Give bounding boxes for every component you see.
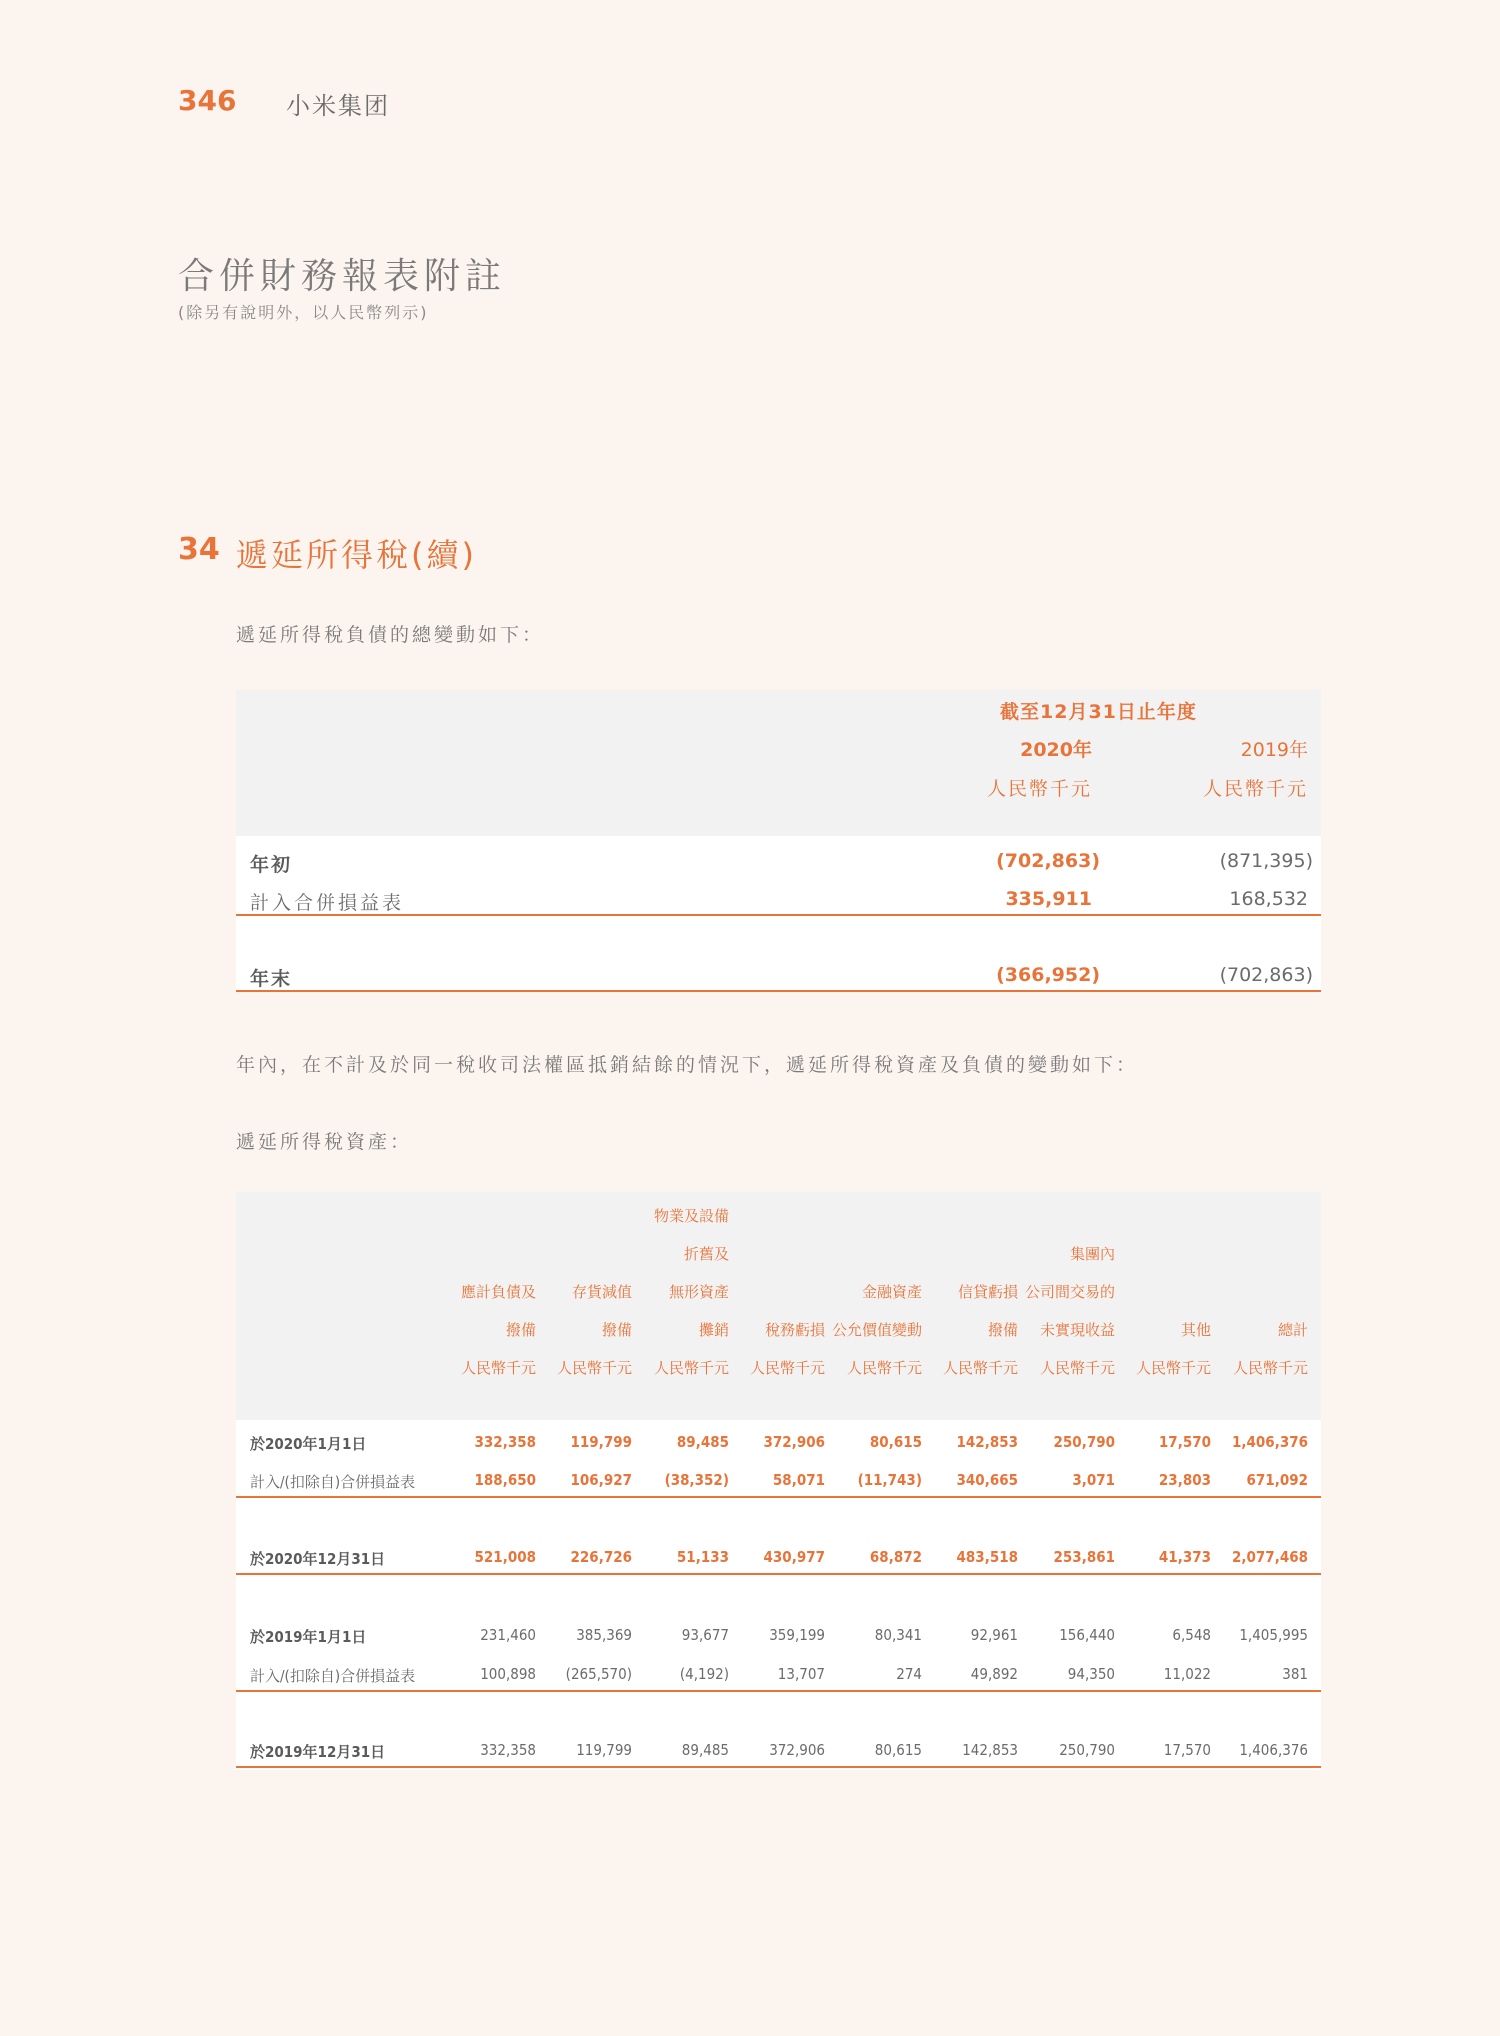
table2-cell: 332,358 xyxy=(474,1433,536,1451)
table2-cell: 119,799 xyxy=(570,1433,632,1451)
table2-cell: 119,799 xyxy=(576,1741,632,1759)
table2-cell: 13,707 xyxy=(777,1665,825,1683)
table2-subtotal-rule xyxy=(236,1690,1321,1692)
intro-paragraph-assets: 遞延所得稅資產： xyxy=(236,1131,413,1153)
table1-cell-2020: (366,952) xyxy=(996,964,1100,986)
table2-row-label: 於2020年12月31日 xyxy=(250,1550,386,1568)
table2-cell: 23,803 xyxy=(1158,1471,1211,1489)
table2-col-header: 信貸虧損 撥備 人民幣千元 xyxy=(942,1283,1018,1377)
table2-cell: 372,906 xyxy=(763,1433,825,1451)
document-title: 合併財務報表附註 xyxy=(178,256,507,297)
table2-cell: 58,071 xyxy=(772,1471,825,1489)
table2-cell: 340,665 xyxy=(956,1471,1018,1489)
document-subtitle: (除另有說明外，以人民幣列示) xyxy=(178,303,429,322)
table1-unit-2019: 人民幣千元 xyxy=(1202,778,1308,800)
table2-cell: 483,518 xyxy=(956,1548,1018,1566)
table1-total-rule xyxy=(236,990,1321,992)
table2-cell: 93,677 xyxy=(681,1626,729,1644)
section-title: 遞延所得稅(續) xyxy=(236,536,477,574)
table2-row-label: 計入/(扣除自)合併損益表 xyxy=(250,1667,416,1685)
intro-paragraph-movements: 年內，在不計及於同一稅收司法權區抵銷結餘的情況下，遞延所得稅資產及負債的變動如下： xyxy=(236,1054,1139,1076)
table2-cell: 89,485 xyxy=(676,1433,729,1451)
table2-cell: 49,892 xyxy=(970,1665,1018,1683)
table1-row-label: 年末 xyxy=(250,968,293,990)
table2-total-rule xyxy=(236,1766,1321,1768)
table1-cell-2020: (702,863) xyxy=(996,850,1100,872)
table2-total-rule xyxy=(236,1573,1321,1575)
table2-cell: 1,406,376 xyxy=(1232,1433,1308,1451)
table2-col-header: 存貨減值 撥備 人民幣千元 xyxy=(556,1283,632,1377)
table2-col-header: 金融資產 公允價值變動 人民幣千元 xyxy=(831,1283,922,1377)
table2-subtotal-rule xyxy=(236,1496,1321,1498)
table2-cell: 1,406,376 xyxy=(1239,1741,1308,1759)
page-number: 346 xyxy=(178,84,237,117)
table2-cell: 94,350 xyxy=(1067,1665,1115,1683)
table2-cell: 142,853 xyxy=(956,1433,1018,1451)
table2-cell: 41,373 xyxy=(1158,1548,1211,1566)
table2-cell: (4,192) xyxy=(679,1665,729,1683)
table2-cell: 68,872 xyxy=(869,1548,922,1566)
table2-row-label: 計入/(扣除自)合併損益表 xyxy=(250,1473,416,1491)
table2-cell: 332,358 xyxy=(480,1741,536,1759)
table1-row-label: 年初 xyxy=(250,854,293,876)
table2-cell: 359,199 xyxy=(769,1626,825,1644)
table2-cell: 372,906 xyxy=(769,1741,825,1759)
table2-cell: 80,615 xyxy=(874,1741,922,1759)
table2-cell: 253,861 xyxy=(1053,1548,1115,1566)
table2-cell: 385,369 xyxy=(576,1626,632,1644)
table2-col-header: 應計負債及 撥備 人民幣千元 xyxy=(460,1283,536,1377)
table1-year-2020: 2020年 xyxy=(1020,739,1092,761)
table2-cell: 156,440 xyxy=(1059,1626,1115,1644)
section-number: 34 xyxy=(178,532,220,567)
table2-cell: 521,008 xyxy=(474,1548,536,1566)
intro-paragraph-liabilities: 遞延所得稅負債的總變動如下： xyxy=(236,624,545,646)
table2-cell: 80,341 xyxy=(874,1626,922,1644)
table2-col-header: 物業及設備 折舊及 無形資產 攤銷 人民幣千元 xyxy=(653,1207,729,1377)
table2-cell: 226,726 xyxy=(570,1548,632,1566)
table2-cell: 51,133 xyxy=(676,1548,729,1566)
table2-cell: (265,570) xyxy=(565,1665,632,1683)
table1-row-label: 計入合併損益表 xyxy=(250,892,405,914)
table2-col-header: 總計 人民幣千元 xyxy=(1232,1321,1308,1377)
table1-period-header: 截至12月31日止年度 xyxy=(1000,701,1197,723)
table2-cell: 17,570 xyxy=(1158,1433,1211,1451)
table1-cell-2019: (702,863) xyxy=(1219,964,1313,986)
table2-row-label: 於2019年12月31日 xyxy=(250,1743,386,1761)
table1-cell-2020: 335,911 xyxy=(1005,888,1092,910)
table2-cell: 250,790 xyxy=(1059,1741,1115,1759)
table2-cell: (11,743) xyxy=(857,1471,922,1489)
table2-cell: 188,650 xyxy=(474,1471,536,1489)
table2-cell: 92,961 xyxy=(970,1626,1018,1644)
table1-year-2019: 2019年 xyxy=(1240,739,1308,761)
table1-cell-2019: (871,395) xyxy=(1219,850,1313,872)
company-name: 小米集团 xyxy=(286,92,390,120)
table2-cell: 80,615 xyxy=(869,1433,922,1451)
table2-cell: 1,405,995 xyxy=(1239,1626,1308,1644)
table2-cell: 100,898 xyxy=(480,1665,536,1683)
table2-cell: 142,853 xyxy=(962,1741,1018,1759)
table2-col-header: 集團內 公司間交易的 未實現收益 人民幣千元 xyxy=(1024,1245,1115,1377)
table2-cell: 3,071 xyxy=(1072,1471,1115,1489)
table2-col-header: 稅務虧損 人民幣千元 xyxy=(749,1321,825,1377)
table2-cell: 274 xyxy=(896,1665,922,1683)
table2-cell: 430,977 xyxy=(763,1548,825,1566)
table2-cell: 671,092 xyxy=(1246,1471,1308,1489)
table2-cell: 250,790 xyxy=(1053,1433,1115,1451)
table1-subtotal-rule xyxy=(236,914,1321,916)
table2-cell: 231,460 xyxy=(480,1626,536,1644)
table2-cell: (38,352) xyxy=(664,1471,729,1489)
table2-cell: 106,927 xyxy=(570,1471,632,1489)
table2-cell: 89,485 xyxy=(681,1741,729,1759)
table2-cell: 2,077,468 xyxy=(1232,1548,1308,1566)
table1-unit-2020: 人民幣千元 xyxy=(986,778,1092,800)
table2-row-label: 於2019年1月1日 xyxy=(250,1628,367,1646)
table2-cell: 6,548 xyxy=(1172,1626,1211,1644)
table2-cell: 381 xyxy=(1282,1665,1308,1683)
table2-cell: 17,570 xyxy=(1163,1741,1211,1759)
table1-cell-2019: 168,532 xyxy=(1229,888,1308,910)
table2-col-header: 其他 人民幣千元 xyxy=(1135,1321,1211,1377)
table2-cell: 11,022 xyxy=(1163,1665,1211,1683)
table2-row-label: 於2020年1月1日 xyxy=(250,1435,367,1453)
